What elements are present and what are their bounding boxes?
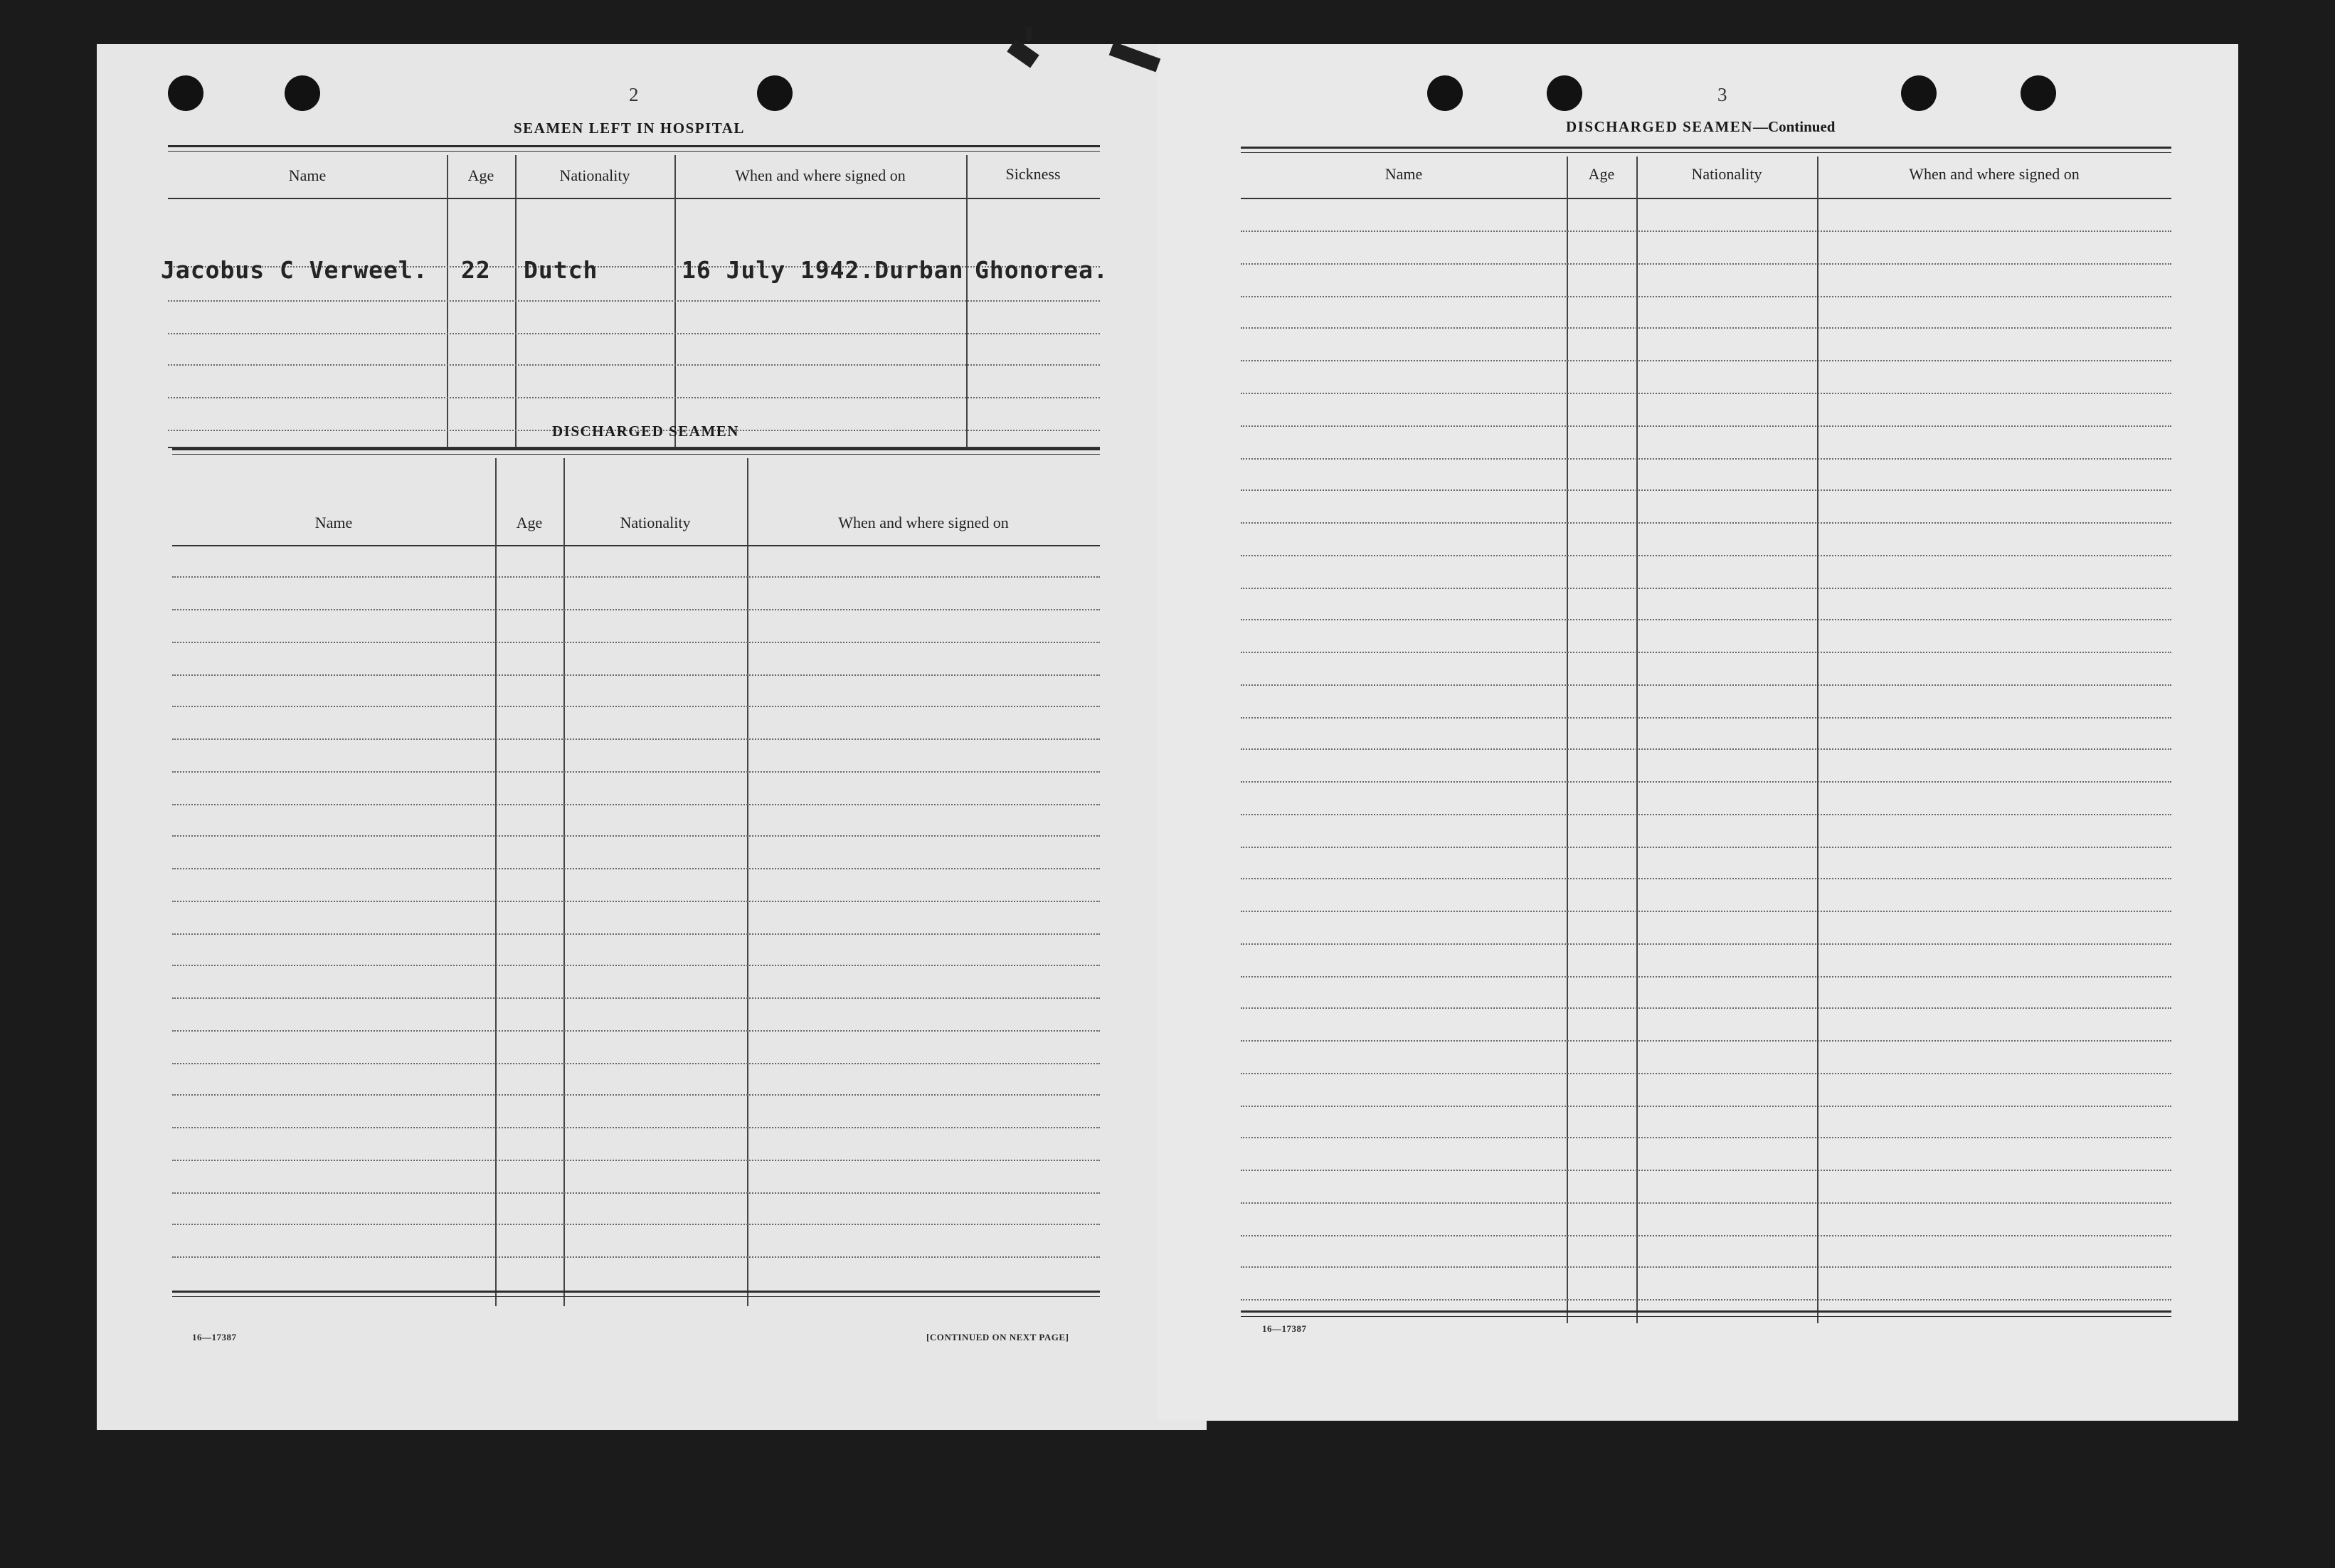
- punch-hole: [1547, 75, 1582, 111]
- col-name: Name: [314, 514, 353, 531]
- page-number: 3: [1717, 84, 1727, 105]
- col-signed-on: When and where signed on: [735, 166, 906, 184]
- punch-hole: [1901, 75, 1937, 111]
- col-nationality: Nationality: [559, 166, 630, 184]
- discharged-table-left: [172, 448, 1100, 1302]
- left-page: [97, 44, 1207, 1430]
- right-page: [1157, 44, 2238, 1421]
- punch-hole: [285, 75, 320, 111]
- col-age: Age: [467, 166, 494, 184]
- title-main: DISCHARGED SEAMEN: [1566, 118, 1753, 135]
- col-name: Name: [288, 166, 327, 184]
- punch-hole: [757, 75, 793, 111]
- punch-hole: [1427, 75, 1463, 111]
- punch-hole: [168, 75, 203, 111]
- col-age: Age: [516, 514, 543, 531]
- col-nationality: Nationality: [620, 514, 691, 531]
- form-number: 16—17387: [192, 1332, 237, 1342]
- discharged-table-right: [1241, 147, 2171, 1359]
- form-number: 16—17387: [1262, 1323, 1307, 1334]
- page-number: 2: [629, 84, 639, 105]
- discharged-continued-title: [1566, 118, 1835, 136]
- typed-sickness: Ghonorea.: [975, 256, 1108, 284]
- hospital-table: [161, 145, 1108, 448]
- col-age: Age: [1588, 165, 1615, 183]
- discharged-section-title: DISCHARGED SEAMEN: [552, 423, 739, 440]
- col-nationality: Nationality: [1691, 165, 1762, 183]
- col-name: Name: [1384, 165, 1423, 183]
- punch-hole: [2021, 75, 2056, 111]
- typed-name: Jacobus C Verweel.: [161, 256, 428, 284]
- col-signed-on: When and where signed on: [1909, 165, 2080, 183]
- col-sickness: Sickness: [1005, 165, 1061, 183]
- typed-age: 22: [461, 256, 491, 284]
- title-suffix: —Continued: [1752, 118, 1836, 135]
- typed-nationality: Dutch: [524, 256, 598, 284]
- col-signed-on: When and where signed on: [838, 514, 1009, 531]
- hospital-section-title: SEAMEN LEFT IN HOSPITAL: [514, 120, 745, 137]
- continued-note: [CONTINUED ON NEXT PAGE]: [926, 1332, 1069, 1342]
- scan-smudge: [1026, 27, 1032, 41]
- typed-signed-on: 16 July 1942.Durban: [682, 256, 964, 284]
